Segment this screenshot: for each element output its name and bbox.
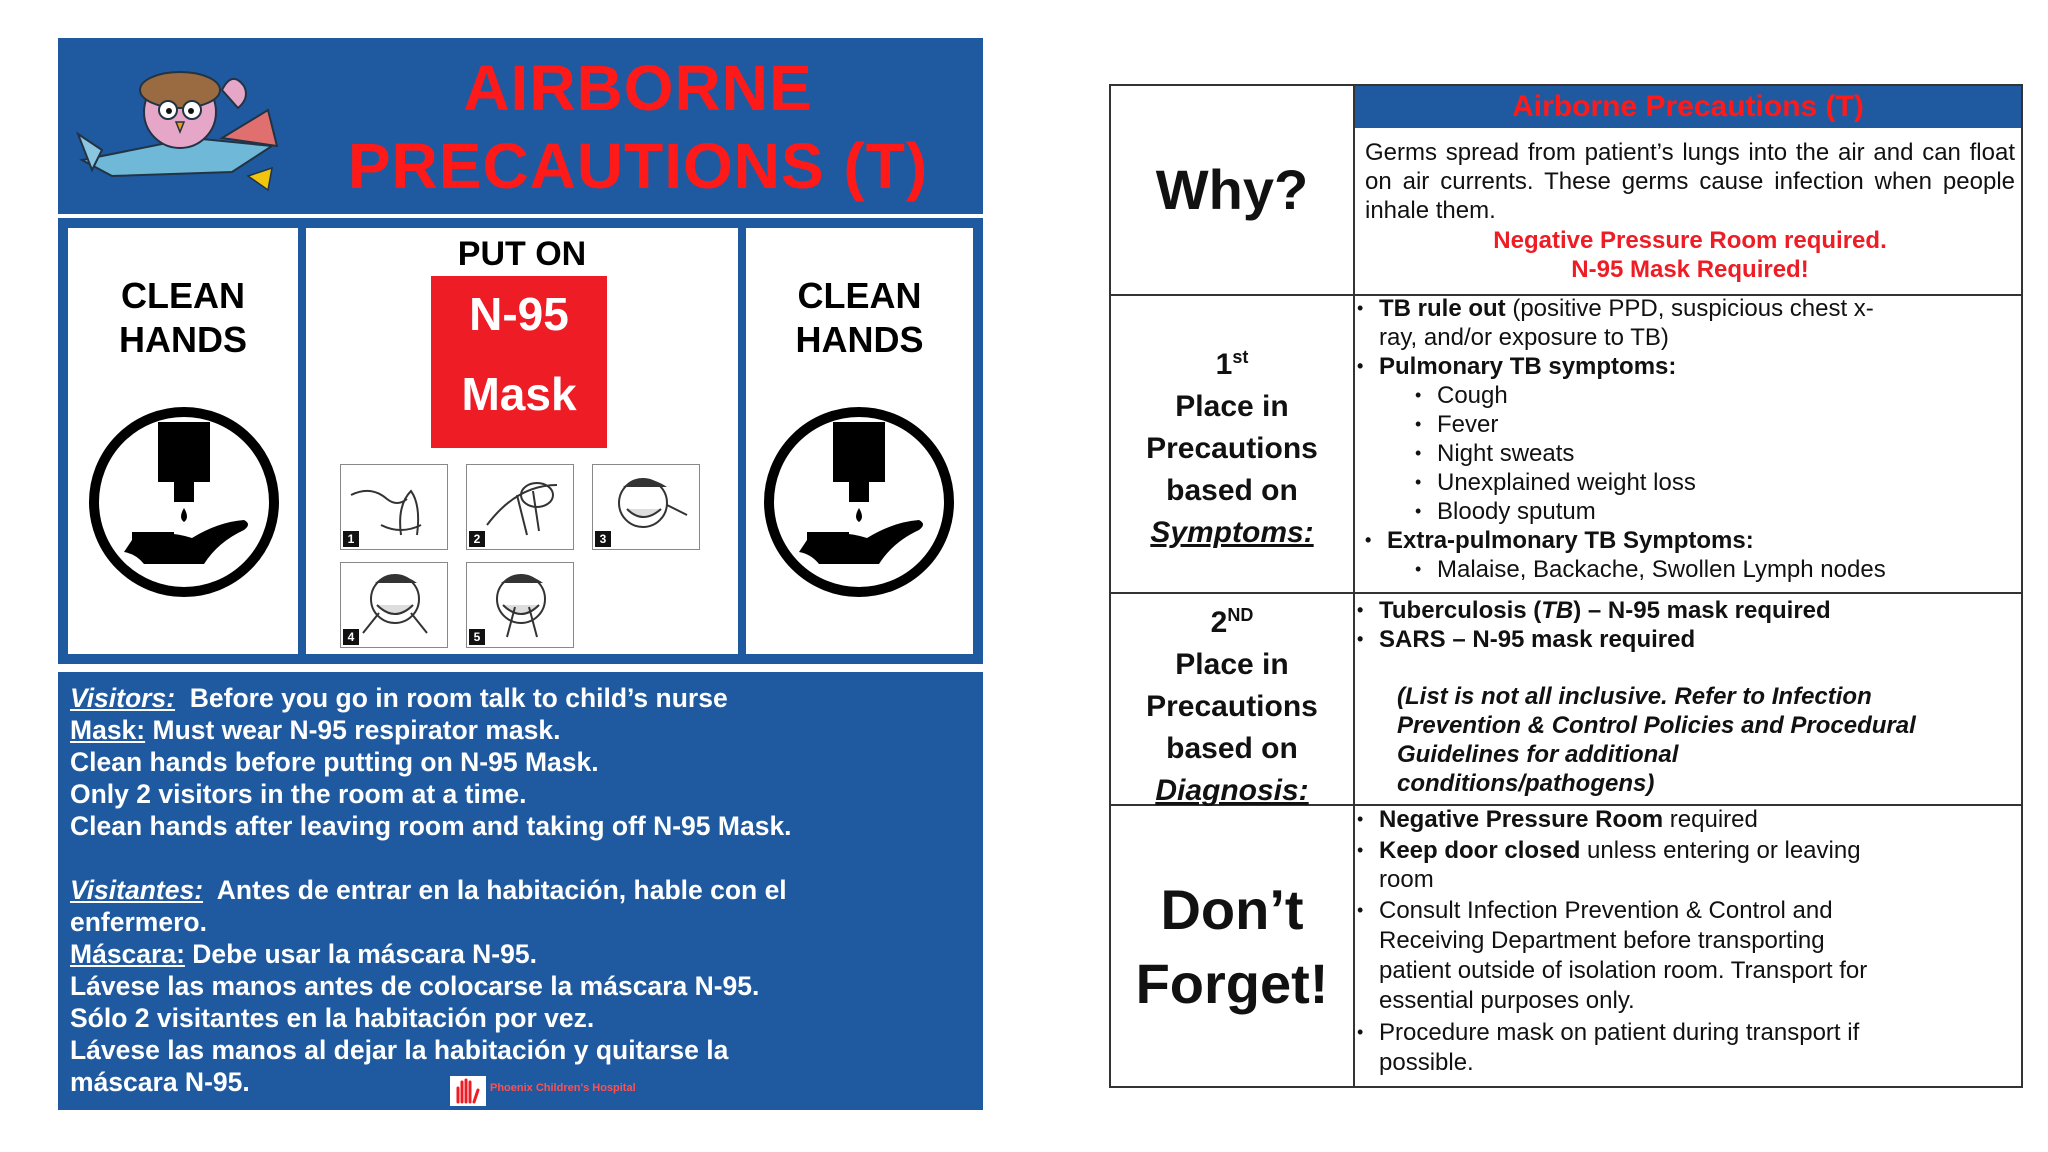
- airborne-poster: [58, 38, 983, 1110]
- mask-step-2: [466, 464, 574, 550]
- poster-header: [58, 38, 983, 214]
- why-label: Why?: [1155, 158, 1309, 221]
- pilot-mascot-icon: [72, 50, 292, 198]
- instruction-line: Only 2 visitors in the room at a time.: [70, 779, 527, 809]
- dont-forget-line: Forget!: [1135, 952, 1329, 1015]
- diagnosis-bullet: [1379, 596, 1831, 625]
- reminder-bullet: [1379, 805, 1758, 834]
- visitantes-label: Visitantes:: [70, 875, 204, 905]
- diagnosis-note-line: (List is not all inclusive. Refer to Infection: [1397, 683, 1872, 710]
- mask-badge-line2: Mask: [461, 368, 577, 420]
- instruction-line: enfermero.: [70, 907, 207, 937]
- instruction-line: Clean hands after leaving room and taking off N-95 Mask.: [70, 811, 792, 841]
- visitantes-text: Antes de entrar en la habitación, hable con el: [216, 875, 787, 905]
- diagnosis-label-line: Precautions: [1146, 690, 1318, 723]
- bullet-text: ) – N-95 mask required: [1573, 597, 1831, 624]
- diagnosis-note-line: Prevention & Control Policies and Procedural: [1397, 712, 1916, 739]
- bullet-bold: TB rule out: [1379, 295, 1506, 322]
- bullet-text: required: [1663, 806, 1758, 833]
- dont-forget-line: Don’t: [1160, 878, 1304, 941]
- symptom-bullet: [1379, 294, 1874, 323]
- diagnosis-bullet: • SARS – N-95 mask required: [1379, 625, 1695, 654]
- n95-mask-badge: [431, 276, 607, 448]
- hands-label: HANDS: [118, 319, 247, 360]
- mask-step-3: [592, 464, 700, 550]
- hospital-name: Phoenix Children's Hospital: [490, 1082, 636, 1094]
- instruction-line: Lávese las manos antes de colocarse la máscara N-95.: [70, 971, 760, 1001]
- hospital-hand-logo-icon: [450, 1076, 486, 1106]
- symptom-bullet: • Extra-pulmonary TB Symptoms:: [1387, 526, 1754, 555]
- instruction-panels: [58, 218, 983, 664]
- step-number: 4: [343, 629, 359, 645]
- mask-step-5: [466, 562, 574, 648]
- put-on-mask-panel: [306, 228, 738, 654]
- hand-sanitizer-icon: [86, 404, 282, 600]
- diagnosis-label: [1111, 594, 1353, 812]
- symptom-sub-bullet: • Cough: [1437, 381, 1508, 410]
- diagnosis-label-number: 2: [1210, 606, 1228, 639]
- symptoms-label: [1111, 336, 1353, 554]
- why-text: Germs spread from patient’s lungs into the air and can float on air currents. These germs cause infection when people inhale them.: [1365, 139, 2015, 224]
- clean-label: CLEAN: [797, 275, 922, 316]
- bullet-text: (positive PPD, suspicious chest x-: [1505, 295, 1874, 322]
- why-red-line1: Negative Pressure Room required.: [1493, 227, 1887, 254]
- poster-title-line1: AIRBORNE: [463, 52, 813, 124]
- symptom-bullet: • Pulmonary TB symptoms:: [1379, 352, 1676, 381]
- bullet-continuation: essential purposes only.: [1379, 987, 1635, 1014]
- diagnosis-label-line: Diagnosis:: [1155, 774, 1309, 807]
- instruction-line: Sólo 2 visitantes en la habitación por vez.: [70, 1003, 595, 1033]
- visitor-instructions: [58, 672, 983, 1110]
- bullet-continuation: patient outside of isolation room. Transport for: [1379, 957, 1868, 984]
- mask-step-1: [340, 464, 448, 550]
- clean-hands-panel-right: [746, 228, 973, 654]
- mascara-text: Debe usar la máscara N-95.: [192, 939, 537, 969]
- diagnosis-note-line: Guidelines for additional: [1397, 741, 1679, 768]
- reminder-bullet: • Procedure mask on patient during transport if: [1379, 1018, 1859, 1047]
- step-number: 3: [595, 531, 611, 547]
- hand-sanitizer-icon: [761, 404, 957, 600]
- bullet-bold: Negative Pressure Room: [1379, 806, 1664, 833]
- precautions-table: [1109, 84, 2023, 1088]
- diagnosis-label-line: based on: [1166, 732, 1298, 765]
- visitantes-line: [70, 874, 787, 906]
- mask-label: Mask:: [70, 715, 146, 745]
- symptom-sub-bullet: • Bloody sputum: [1437, 497, 1596, 526]
- bullet-continuation: ray, and/or exposure to TB): [1379, 324, 1669, 351]
- mask-step-4: [340, 562, 448, 648]
- mask-text: Must wear N-95 respirator mask.: [152, 715, 561, 745]
- instruction-line: máscara N-95.: [70, 1067, 250, 1097]
- instruction-line: Clean hands before putting on N-95 Mask.: [70, 747, 599, 777]
- bullet-tb: TB: [1541, 597, 1574, 624]
- diagnosis-label-sup: ND: [1227, 605, 1254, 625]
- poster-title-line2: PRECAUTIONS (T): [347, 130, 929, 202]
- instruction-line: Lávese las manos al dejar la habitación y quitarse la: [70, 1035, 729, 1065]
- symptoms-label-number: 1: [1215, 348, 1233, 381]
- bullet-text: Tuberculosis (: [1379, 597, 1542, 624]
- why-red-line2: N-95 Mask Required!: [1571, 256, 1809, 283]
- bullet-bold: Keep door closed: [1379, 837, 1581, 864]
- symptoms-label-line: Symptoms:: [1150, 516, 1314, 549]
- clean-label: CLEAN: [121, 275, 245, 316]
- symptom-sub-bullet: • Fever: [1437, 410, 1498, 439]
- mask-badge-line1: N-95: [469, 288, 569, 340]
- put-on-label: PUT ON: [457, 235, 587, 273]
- mask-line: [70, 714, 560, 746]
- visitors-label: Visitors:: [70, 683, 176, 713]
- bullet-continuation: Receiving Department before transporting: [1379, 927, 1825, 954]
- reminder-bullet: [1379, 836, 1861, 865]
- table-title: Airborne Precautions (T): [1355, 86, 2021, 128]
- mascara-label: Máscara:: [70, 939, 185, 969]
- symptoms-label-line: based on: [1166, 474, 1298, 507]
- diagnosis-note-line: conditions/pathogens): [1397, 770, 1655, 797]
- step-number: 5: [469, 629, 485, 645]
- visitors-text: Before you go in room talk to child’s nurse: [189, 683, 728, 713]
- step-number: 1: [343, 531, 359, 547]
- step-number: 2: [469, 531, 485, 547]
- symptoms-label-sup: st: [1232, 347, 1249, 367]
- dont-forget-label: [1111, 876, 1353, 1018]
- symptom-sub-bullet: • Night sweats: [1437, 439, 1574, 468]
- visitors-line: [70, 682, 728, 714]
- bullet-continuation: possible.: [1379, 1049, 1474, 1076]
- hands-label: HANDS: [795, 319, 924, 360]
- clean-hands-panel-left: [68, 228, 298, 654]
- symptoms-label-line: Precautions: [1146, 432, 1318, 465]
- diagnosis-label-line: Place in: [1175, 648, 1289, 681]
- symptoms-label-line: Place in: [1175, 390, 1289, 423]
- bullet-text: unless entering or leaving: [1580, 837, 1861, 864]
- bullet-continuation: room: [1379, 866, 1434, 893]
- reminder-bullet: • Consult Infection Prevention & Control and: [1379, 896, 1833, 925]
- symptom-sub-bullet: • Malaise, Backache, Swollen Lymph nodes: [1437, 555, 1886, 584]
- symptom-sub-bullet: • Unexplained weight loss: [1437, 468, 1696, 497]
- mascara-line: [70, 938, 537, 970]
